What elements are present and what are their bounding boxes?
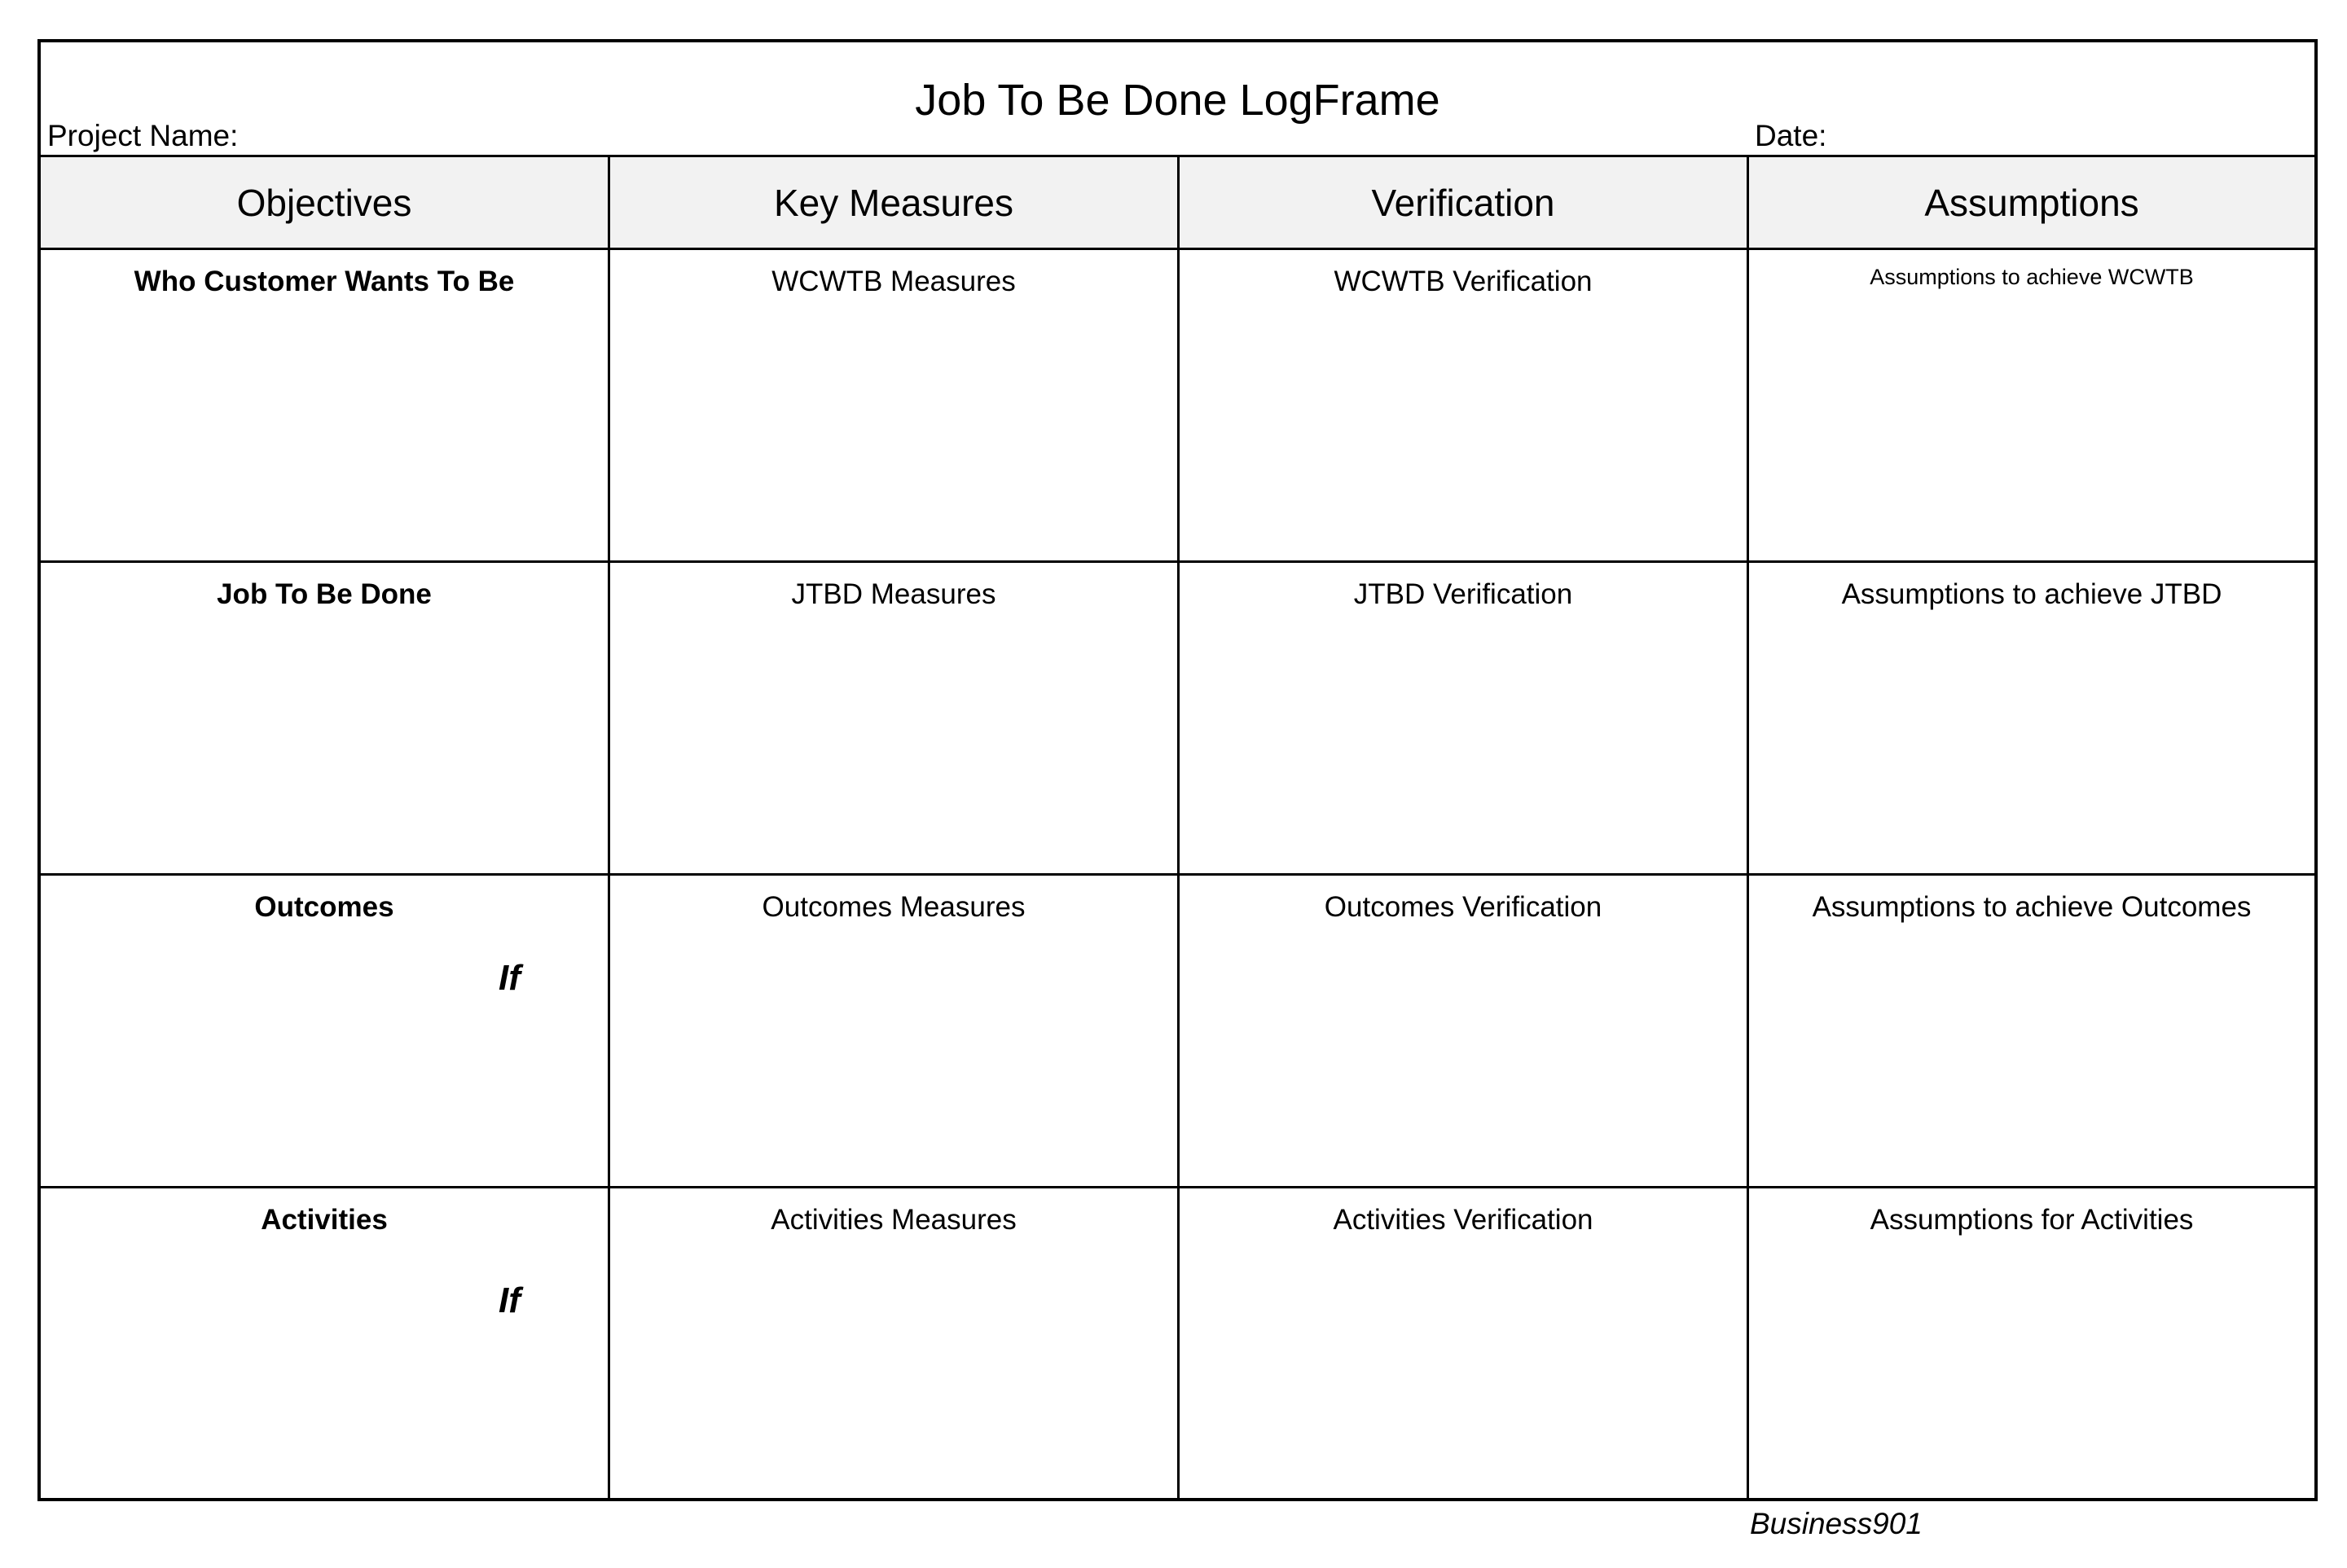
- assumptions-cell[interactable]: [1749, 1186, 2314, 1498]
- assumptions-label: Assumptions for Activities: [1870, 1204, 2194, 1236]
- measures-cell[interactable]: [610, 1186, 1180, 1498]
- if-label: If: [499, 1280, 521, 1320]
- assumptions-label: Assumptions to achieve Outcomes: [1812, 891, 2252, 923]
- measures-label: WCWTB Measures: [771, 266, 1016, 297]
- if-label: If: [499, 958, 521, 998]
- verification-label: Activities Verification: [1333, 1204, 1593, 1236]
- objective-label: Outcomes: [254, 891, 394, 923]
- verification-label: JTBD Verification: [1353, 578, 1573, 610]
- assumptions-label: Assumptions to achieve JTBD: [1841, 578, 2222, 610]
- objective-label: Job To Be Done: [217, 578, 432, 610]
- measures-label: Activities Measures: [771, 1204, 1017, 1236]
- assumptions-cell[interactable]: [1749, 873, 2314, 1186]
- page-title: Job To Be Done LogFrame: [915, 76, 1440, 125]
- measures-cell[interactable]: [610, 873, 1180, 1186]
- header-assumptions: Assumptions: [1749, 155, 2314, 248]
- header-objectives: Objectives: [41, 155, 610, 248]
- verification-cell[interactable]: [1180, 560, 1749, 873]
- logframe-table: [41, 155, 2314, 1498]
- header-verification: Verification: [1180, 155, 1749, 248]
- measures-label: JTBD Measures: [791, 578, 996, 610]
- measures-cell[interactable]: [610, 560, 1180, 873]
- header-key-measures: Key Measures: [610, 155, 1180, 248]
- project-name-label: Project Name:: [47, 119, 239, 152]
- footer-brand: Business901: [1750, 1507, 1923, 1540]
- objective-cell[interactable]: [41, 1186, 610, 1498]
- measures-cell[interactable]: [610, 248, 1180, 560]
- objective-label: Activities: [261, 1204, 388, 1236]
- verification-cell[interactable]: [1180, 873, 1749, 1186]
- verification-label: Outcomes Verification: [1324, 891, 1602, 923]
- date-label: Date:: [1755, 119, 1827, 152]
- verification-label: WCWTB Verification: [1334, 266, 1593, 297]
- assumptions-label: Assumptions to achieve WCWTB: [1870, 265, 2194, 289]
- assumptions-cell[interactable]: [1749, 248, 2314, 560]
- assumptions-cell[interactable]: [1749, 560, 2314, 873]
- verification-cell[interactable]: [1180, 1186, 1749, 1498]
- objective-cell[interactable]: [41, 873, 610, 1186]
- verification-cell[interactable]: [1180, 248, 1749, 560]
- logframe-sheet: [37, 39, 2318, 1501]
- measures-label: Outcomes Measures: [762, 891, 1026, 923]
- objective-label: Who Customer Wants To Be: [134, 266, 515, 297]
- objective-cell[interactable]: [41, 248, 610, 560]
- objective-cell[interactable]: [41, 560, 610, 873]
